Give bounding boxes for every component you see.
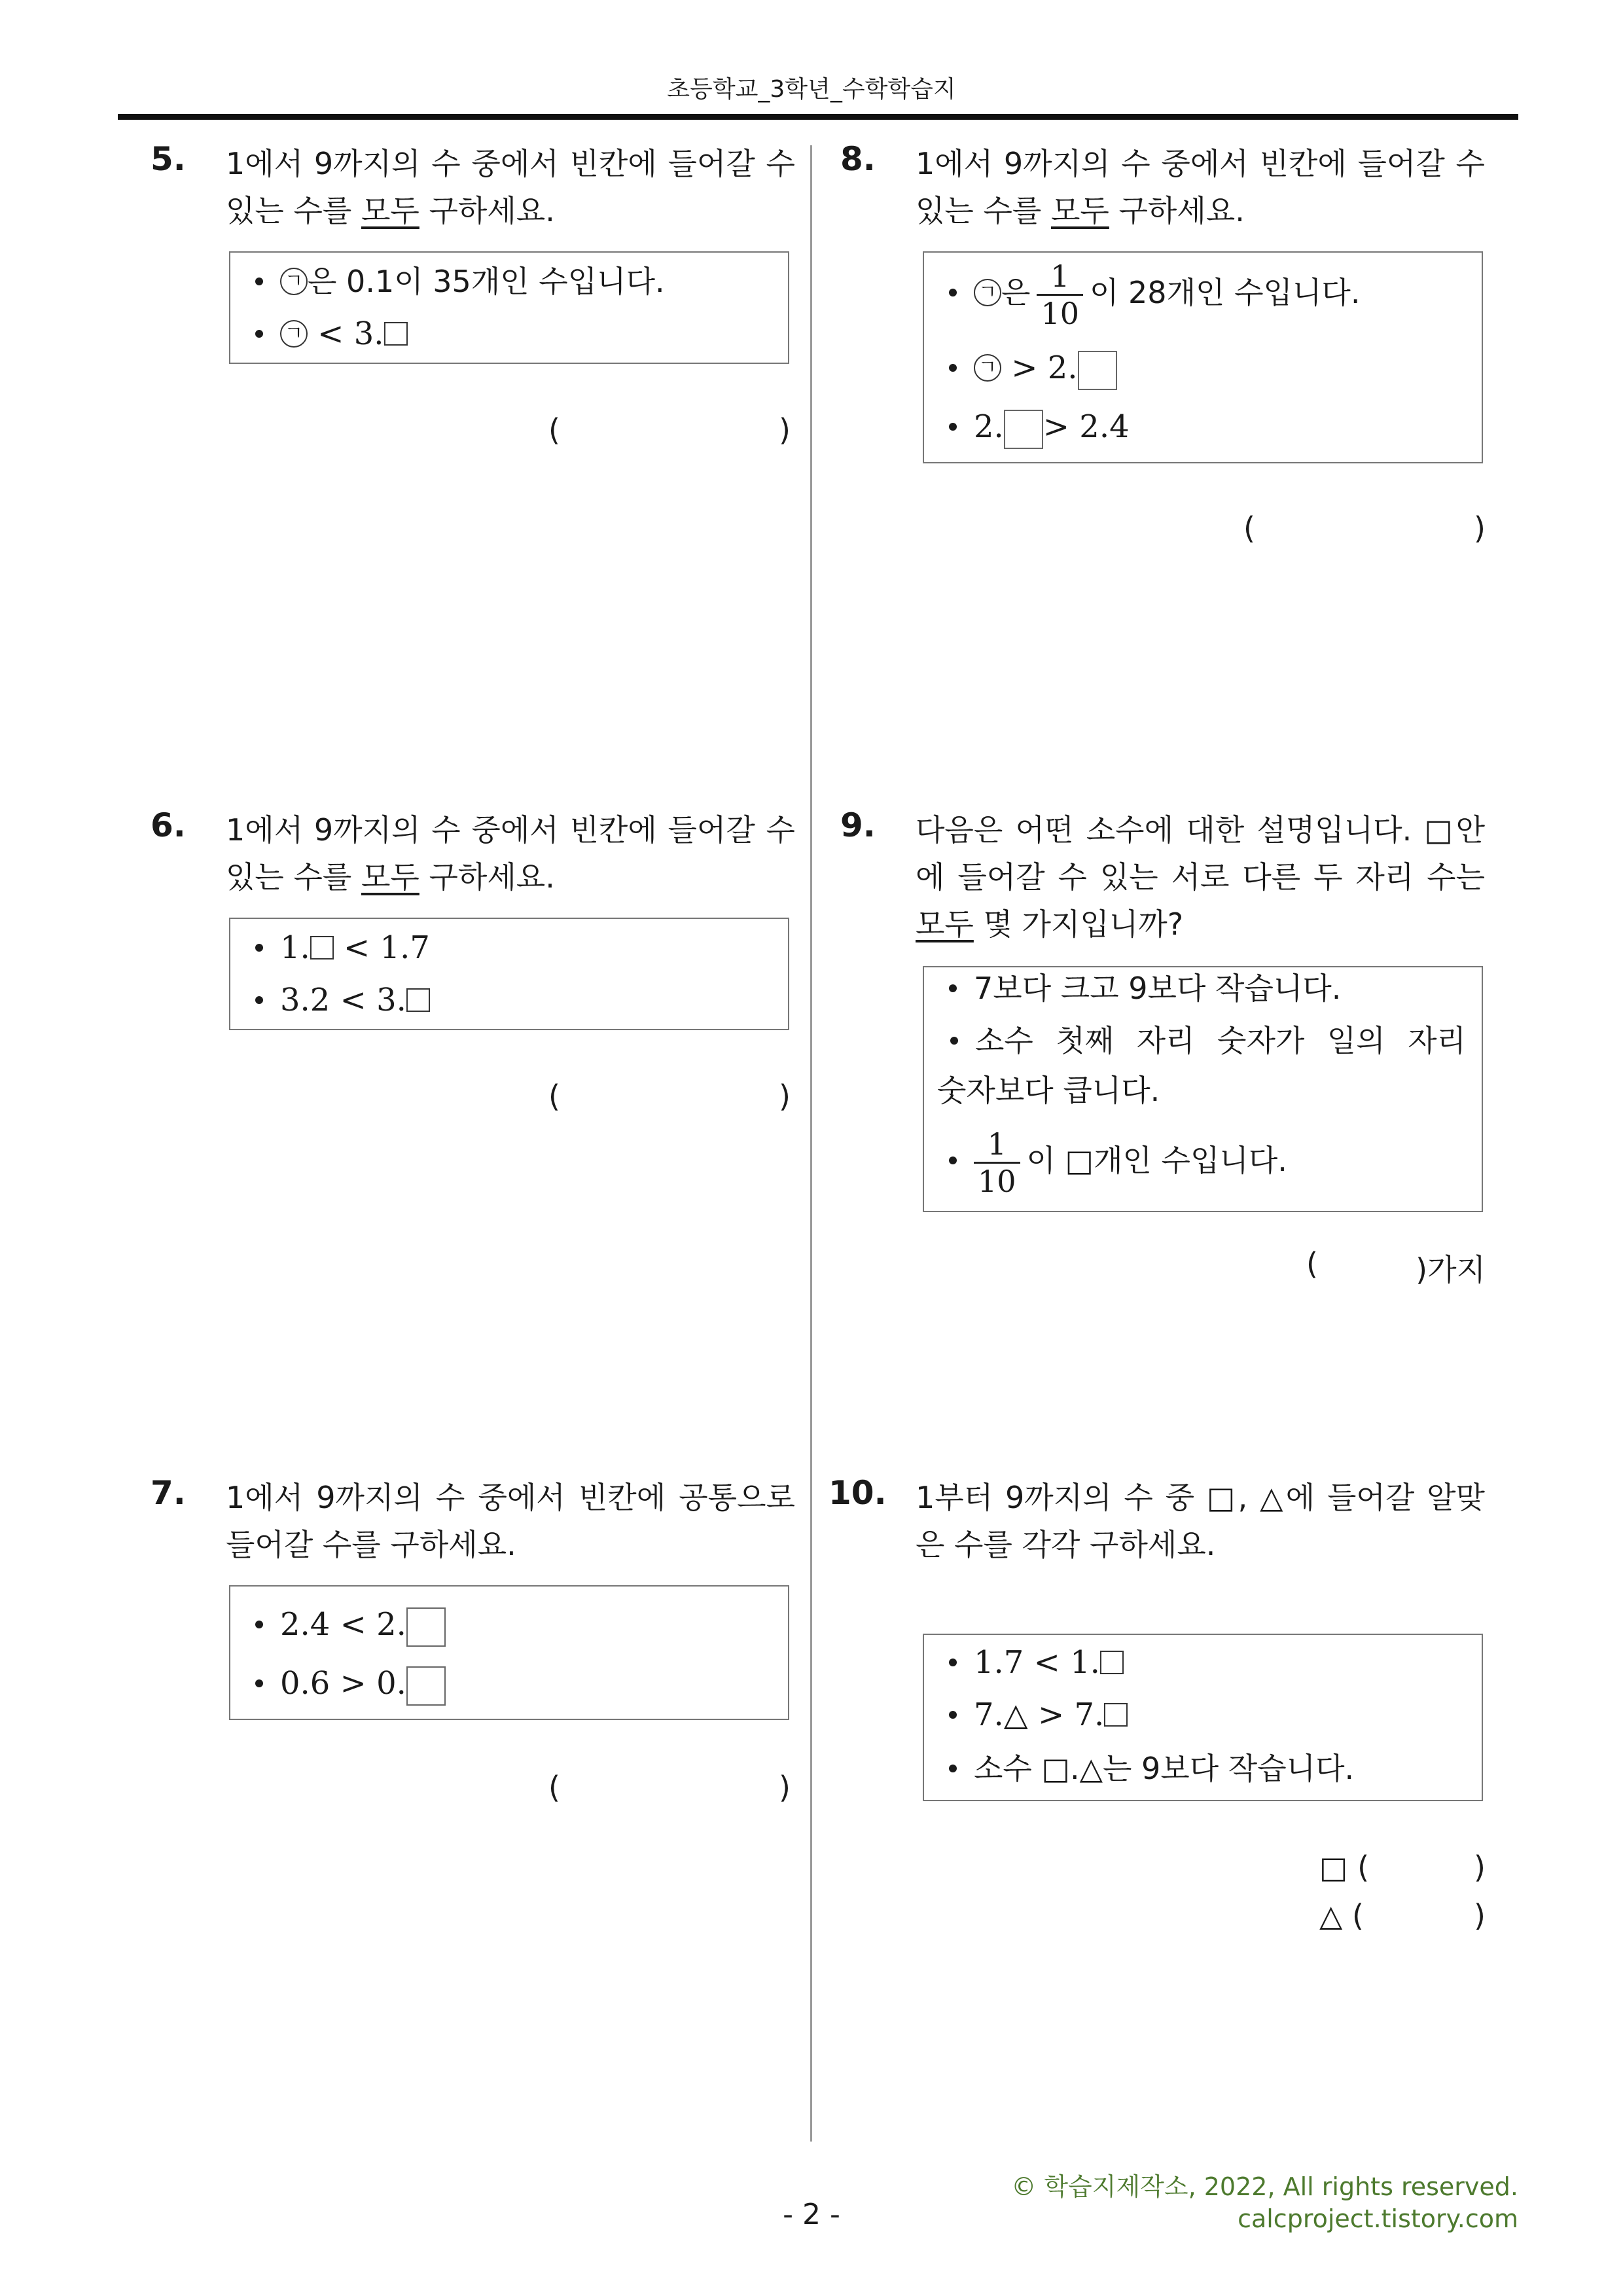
blank-box-icon <box>406 1607 446 1647</box>
condition-item: 1.7 < 1. <box>949 1644 1124 1681</box>
condition-item: 7.△ > 7. <box>949 1696 1128 1733</box>
bullet-icon <box>949 984 957 992</box>
bullet-icon <box>255 944 263 952</box>
question-text: 1에서 9까지의 수 중에서 빈칸에 들어갈 수 있는 수를 모두 구하세요. <box>226 812 795 895</box>
circled-letter: ㄱ <box>974 279 1001 306</box>
bullet-icon <box>949 364 957 372</box>
condition-box <box>229 918 789 1030</box>
problem-number: 6. <box>151 806 186 844</box>
condition-box <box>923 251 1483 463</box>
bullet-icon <box>949 1157 957 1164</box>
copyright: © 학습지제작소, 2022, All rights reserved. <box>1011 2172 1518 2201</box>
blank-box-icon <box>1004 410 1043 449</box>
worksheet-header: 초등학교_3학년_수학학습지 <box>667 76 956 103</box>
condition-item: 소수 □.△는 9보다 작습니다. <box>949 1750 1354 1787</box>
condition-box <box>229 251 789 364</box>
blank-square-icon <box>384 322 408 346</box>
bullet-icon <box>255 278 263 285</box>
question-text: 1부터 9까지의 수 중 □, △에 들어갈 알맞은 수를 각각 구하세요. <box>916 1480 1485 1562</box>
blank-box-icon <box>406 1666 446 1706</box>
bullet-icon <box>255 996 263 1004</box>
problem-9: 9. 다음은 어떤 소수에 대한 설명입니다. □안에 들어갈 수 있는 서로 다른 두 자리 수는 모두 몇 가지입니까? 7보다 크고 9보다 작습니다. 소수 첫째 자리 숫자가 일의 자리 숫자보다 큽니다. $\frac{1}{10}$ 이 □개인 수입니다. ( )가지 <box>840 806 1486 1287</box>
page-number: - 2 - <box>783 2198 840 2231</box>
condition-item: 2.4 < 2. <box>255 1606 446 1647</box>
condition-box <box>923 966 1483 1212</box>
condition-item: 3.2 < 3. <box>255 982 430 1018</box>
circled-letter: ㄱ <box>280 320 308 348</box>
blank-square-icon <box>1104 1703 1128 1727</box>
question-text: 다음은 어떤 소수에 대한 설명입니다. □안에 들어갈 수 있는 서로 다른 두 자리 수는 모두 몇 가지입니까? <box>916 812 1485 942</box>
condition-item: 0.6 > 0. <box>255 1665 446 1706</box>
condition-item: $\frac{1}{10}$ 이 □개인 수입니다. <box>949 1124 1287 1199</box>
header-rule <box>118 114 1518 120</box>
problem-5: 5. 1에서 9까지의 수 중에서 빈칸에 들어갈 수 있는 수를 모두 구하세요. ㄱ 은 0.1이 35개인 수입니다. ㄱ < 3. ( ) <box>151 140 795 448</box>
blank-box-icon <box>1078 351 1117 390</box>
underlined-word: 모두 <box>361 859 419 895</box>
circled-letter: ㄱ <box>974 354 1001 382</box>
condition-item: 소수 첫째 자리 숫자가 일의 자리 숫자보다 큽니다. <box>937 1023 1466 1108</box>
blank-square-icon <box>310 936 334 960</box>
condition-box <box>923 1634 1483 1801</box>
problem-number: 8. <box>840 140 876 178</box>
bullet-icon <box>949 1711 957 1719</box>
blank-square-icon <box>406 988 430 1012</box>
problem-6: 6. 1에서 9까지의 수 중에서 빈칸에 들어갈 수 있는 수를 모두 구하세요. 1. < 1.7 3.2 < 3. ( ) <box>151 806 795 1114</box>
bullet-icon <box>949 1765 957 1772</box>
fraction: $\frac{1}{10}$ <box>974 1126 1020 1199</box>
bullet-icon <box>950 1037 958 1045</box>
bullet-icon <box>255 1679 263 1687</box>
problem-10: 10. 1부터 9까지의 수 중 □, △에 들어갈 알맞은 수를 각각 구하세요. 1.7 < 1. 7.△ > 7. 소수 □.△는 9보다 작습니다. □ ( ) △ ( ) <box>829 1474 1486 1933</box>
underlined-word: 모두 <box>1051 193 1109 228</box>
question-text: 1에서 9까지의 수 중에서 빈칸에 들어갈 수 있는 수를 모두 구하세요. <box>916 146 1485 228</box>
condition-item: ㄱ 은 0.1이 35개인 수입니다. <box>255 263 665 300</box>
condition-box <box>229 1585 789 1720</box>
bullet-icon <box>949 1659 957 1666</box>
site-link[interactable]: calcproject.tistory.com <box>1238 2204 1518 2233</box>
fraction: $\frac{1}{10}$ <box>1037 259 1083 331</box>
condition-item: ㄱ < 3. <box>255 315 408 352</box>
question-text: 1에서 9까지의 수 중에서 빈칸에 들어갈 수 있는 수를 모두 구하세요. <box>226 146 795 228</box>
condition-item: 1. < 1.7 <box>255 929 430 966</box>
blank-square-icon <box>1100 1651 1124 1674</box>
question-text: 1에서 9까지의 수 중에서 빈칸에 공통으로 들어갈 수를 구하세요. <box>226 1480 795 1562</box>
bullet-icon <box>949 423 957 431</box>
bullet-icon <box>949 289 957 296</box>
underlined-word: 모두 <box>916 906 974 942</box>
problem-number: 7. <box>151 1474 186 1512</box>
bullet-icon <box>255 330 263 338</box>
condition-item: ㄱ 은 $\frac{1}{10}$ 이 28개인 수입니다. <box>949 257 1360 331</box>
bullet-icon <box>255 1621 263 1628</box>
problem-7: 7. 1에서 9까지의 수 중에서 빈칸에 공통으로 들어갈 수를 구하세요. 2.4 < 2. 0.6 > 0. ( ) <box>151 1474 795 1805</box>
problem-8: 8. 1에서 9까지의 수 중에서 빈칸에 들어갈 수 있는 수를 모두 구하세요. ㄱ 은 $\frac{1}{10}$ 이 28개인 수입니다. ㄱ > 2. 2. > 2.4 ( ) <box>840 140 1486 546</box>
problem-number: 9. <box>840 806 876 844</box>
problem-number: 10. <box>829 1474 887 1512</box>
underlined-word: 모두 <box>361 193 419 228</box>
problem-number: 5. <box>151 140 186 178</box>
condition-item: 2. > 2.4 <box>949 408 1130 449</box>
circled-letter: ㄱ <box>280 268 308 295</box>
condition-item: 7보다 크고 9보다 작습니다. <box>949 970 1341 1007</box>
condition-item: ㄱ > 2. <box>949 350 1117 390</box>
